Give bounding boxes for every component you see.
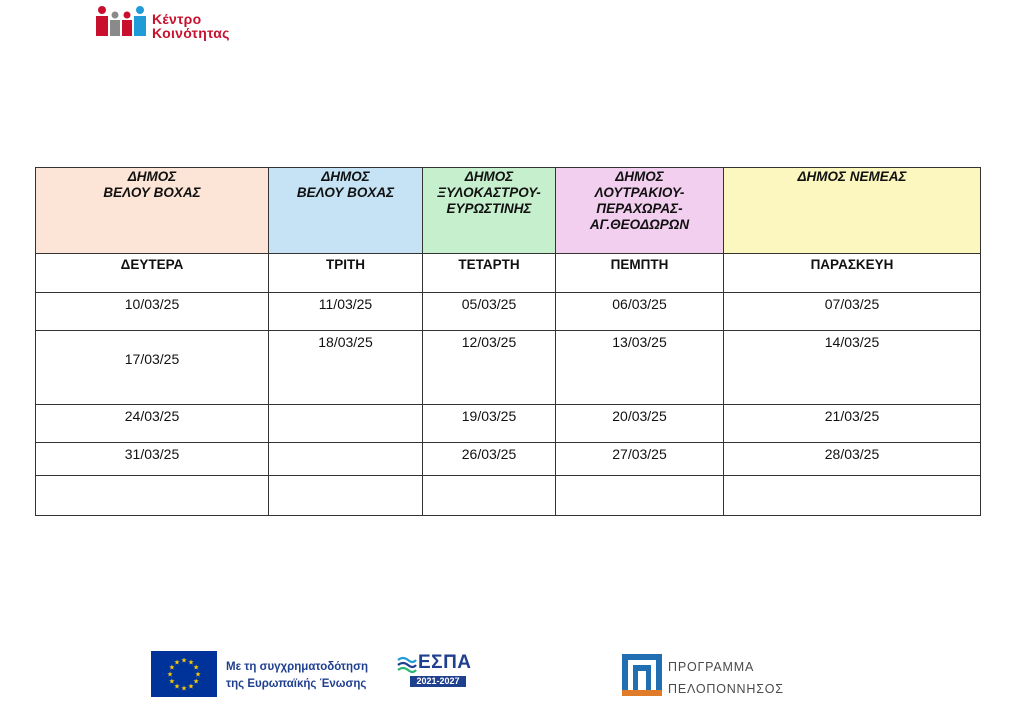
municipality-header-line: ΛΟΥΤΡΑΚΙΟΥ-: [594, 185, 685, 200]
logo-line-2: Κοινότητας: [152, 25, 230, 41]
date-cell: 31/03/25: [36, 443, 269, 476]
date-cell: 12/03/25: [423, 331, 556, 405]
date-cell: [556, 476, 724, 516]
date-cell: 06/03/25: [556, 293, 724, 331]
logo-line-1: Κέντρο: [152, 11, 202, 27]
eu-star-icon: ★: [166, 671, 174, 679]
municipality-header-line: ΔΗΜΟΣ: [321, 169, 370, 184]
weekday-cell: ΠΕΜΠΤΗ: [556, 254, 724, 293]
municipality-header-line: ΔΗΜΟΣ: [615, 169, 664, 184]
municipality-header-row: [36, 168, 981, 254]
eu-cofunding-text: [226, 659, 368, 693]
date-row: [36, 443, 981, 476]
municipality-header-line: ΠΕΡΑΧΩΡΑΣ-: [596, 201, 683, 216]
municipality-header-line: ΔΗΜΟΣ ΝΕΜΕΑΣ: [797, 169, 907, 184]
eu-star-icon: ★: [173, 683, 181, 691]
eu-star-icon: ★: [168, 664, 176, 672]
date-cell: 17/03/25: [36, 331, 269, 405]
date-cell: [269, 443, 423, 476]
municipality-header-line: ΔΗΜΟΣ: [127, 169, 177, 184]
community-center-logo-icon: [96, 6, 150, 38]
eu-star-icon: ★: [180, 657, 188, 665]
date-cell: 19/03/25: [423, 405, 556, 443]
date-cell: 27/03/25: [556, 443, 724, 476]
date-cell: 21/03/25: [724, 405, 981, 443]
date-cell: [269, 476, 423, 516]
date-row: [36, 293, 981, 331]
espa-waves-icon: [396, 654, 418, 676]
kentro-koinotitas-logo: [96, 6, 276, 42]
date-cell: 20/03/25: [556, 405, 724, 443]
municipality-header-line: ΔΗΜΟΣ: [464, 169, 514, 184]
weekday-cell: ΔΕΥΤΕΡΑ: [36, 254, 269, 293]
municipality-header-cell: [269, 168, 423, 254]
schedule-table: [35, 167, 981, 516]
date-row: [36, 476, 981, 516]
eu-star-icon: ★: [192, 678, 200, 686]
peloponnisos-program-text: [668, 656, 784, 700]
municipality-header-line: ΒΕΛΟΥ ΒΟΧΑΣ: [103, 185, 201, 200]
municipality-header-line: ΑΓ.ΘΕΟΔΩΡΩΝ: [589, 217, 690, 232]
eu-flag-icon: [151, 651, 217, 697]
weekday-cell: ΠΑΡΑΣΚΕΥΗ: [724, 254, 981, 293]
date-cell: [423, 476, 556, 516]
logo-text: [152, 12, 230, 40]
weekday-cell: ΤΕΤΑΡΤΗ: [423, 254, 556, 293]
date-cell: [36, 476, 269, 516]
date-cell: 07/03/25: [724, 293, 981, 331]
espa-logo: [396, 652, 472, 698]
date-cell: 05/03/25: [423, 293, 556, 331]
espa-years: 2021-2027: [410, 676, 466, 687]
date-cell: 18/03/25: [269, 331, 423, 405]
date-row: [36, 405, 981, 443]
eu-star-icon: ★: [168, 678, 176, 686]
eu-star-icon: ★: [173, 659, 181, 667]
date-cell: 24/03/25: [36, 405, 269, 443]
date-cell: [724, 476, 981, 516]
municipality-header-line: ΞΥΛΟΚΑΣΤΡΟΥ-: [437, 185, 541, 200]
municipality-header-cell: [423, 168, 556, 254]
eu-star-icon: ★: [187, 659, 195, 667]
program-line-2: ΠΕΛΟΠΟΝΝΗΣΟΣ: [668, 682, 784, 696]
weekday-row: [36, 254, 981, 293]
eu-star-icon: ★: [194, 671, 202, 679]
municipality-header-cell: [36, 168, 269, 254]
municipality-header-cell: [556, 168, 724, 254]
date-row: [36, 331, 981, 405]
date-cell: 10/03/25: [36, 293, 269, 331]
date-cell: 28/03/25: [724, 443, 981, 476]
espa-title: ΕΣΠΑ: [418, 652, 472, 673]
municipality-header-line: ΒΕΛΟΥ ΒΟΧΑΣ: [296, 185, 395, 200]
peloponnisos-program-logo-icon: [622, 654, 662, 696]
eu-star-icon: ★: [192, 664, 200, 672]
date-cell: [269, 405, 423, 443]
eu-star-icon: ★: [180, 685, 188, 693]
date-cell: 13/03/25: [556, 331, 724, 405]
weekday-cell: ΤΡΙΤΗ: [269, 254, 423, 293]
eu-text-line-1: Με τη συγχρηματοδότηση: [226, 661, 368, 673]
program-line-1: ΠΡΟΓΡΑΜΜΑ: [668, 660, 755, 674]
municipality-header-line: ΕΥΡΩΣΤΙΝΗΣ: [446, 201, 532, 216]
date-cell: 11/03/25: [269, 293, 423, 331]
eu-star-icon: ★: [187, 683, 195, 691]
eu-text-line-2: της Ευρωπαϊκής Ένωσης: [226, 678, 367, 690]
date-cell: 26/03/25: [423, 443, 556, 476]
date-cell: 14/03/25: [724, 331, 981, 405]
municipality-header-cell: [724, 168, 981, 254]
